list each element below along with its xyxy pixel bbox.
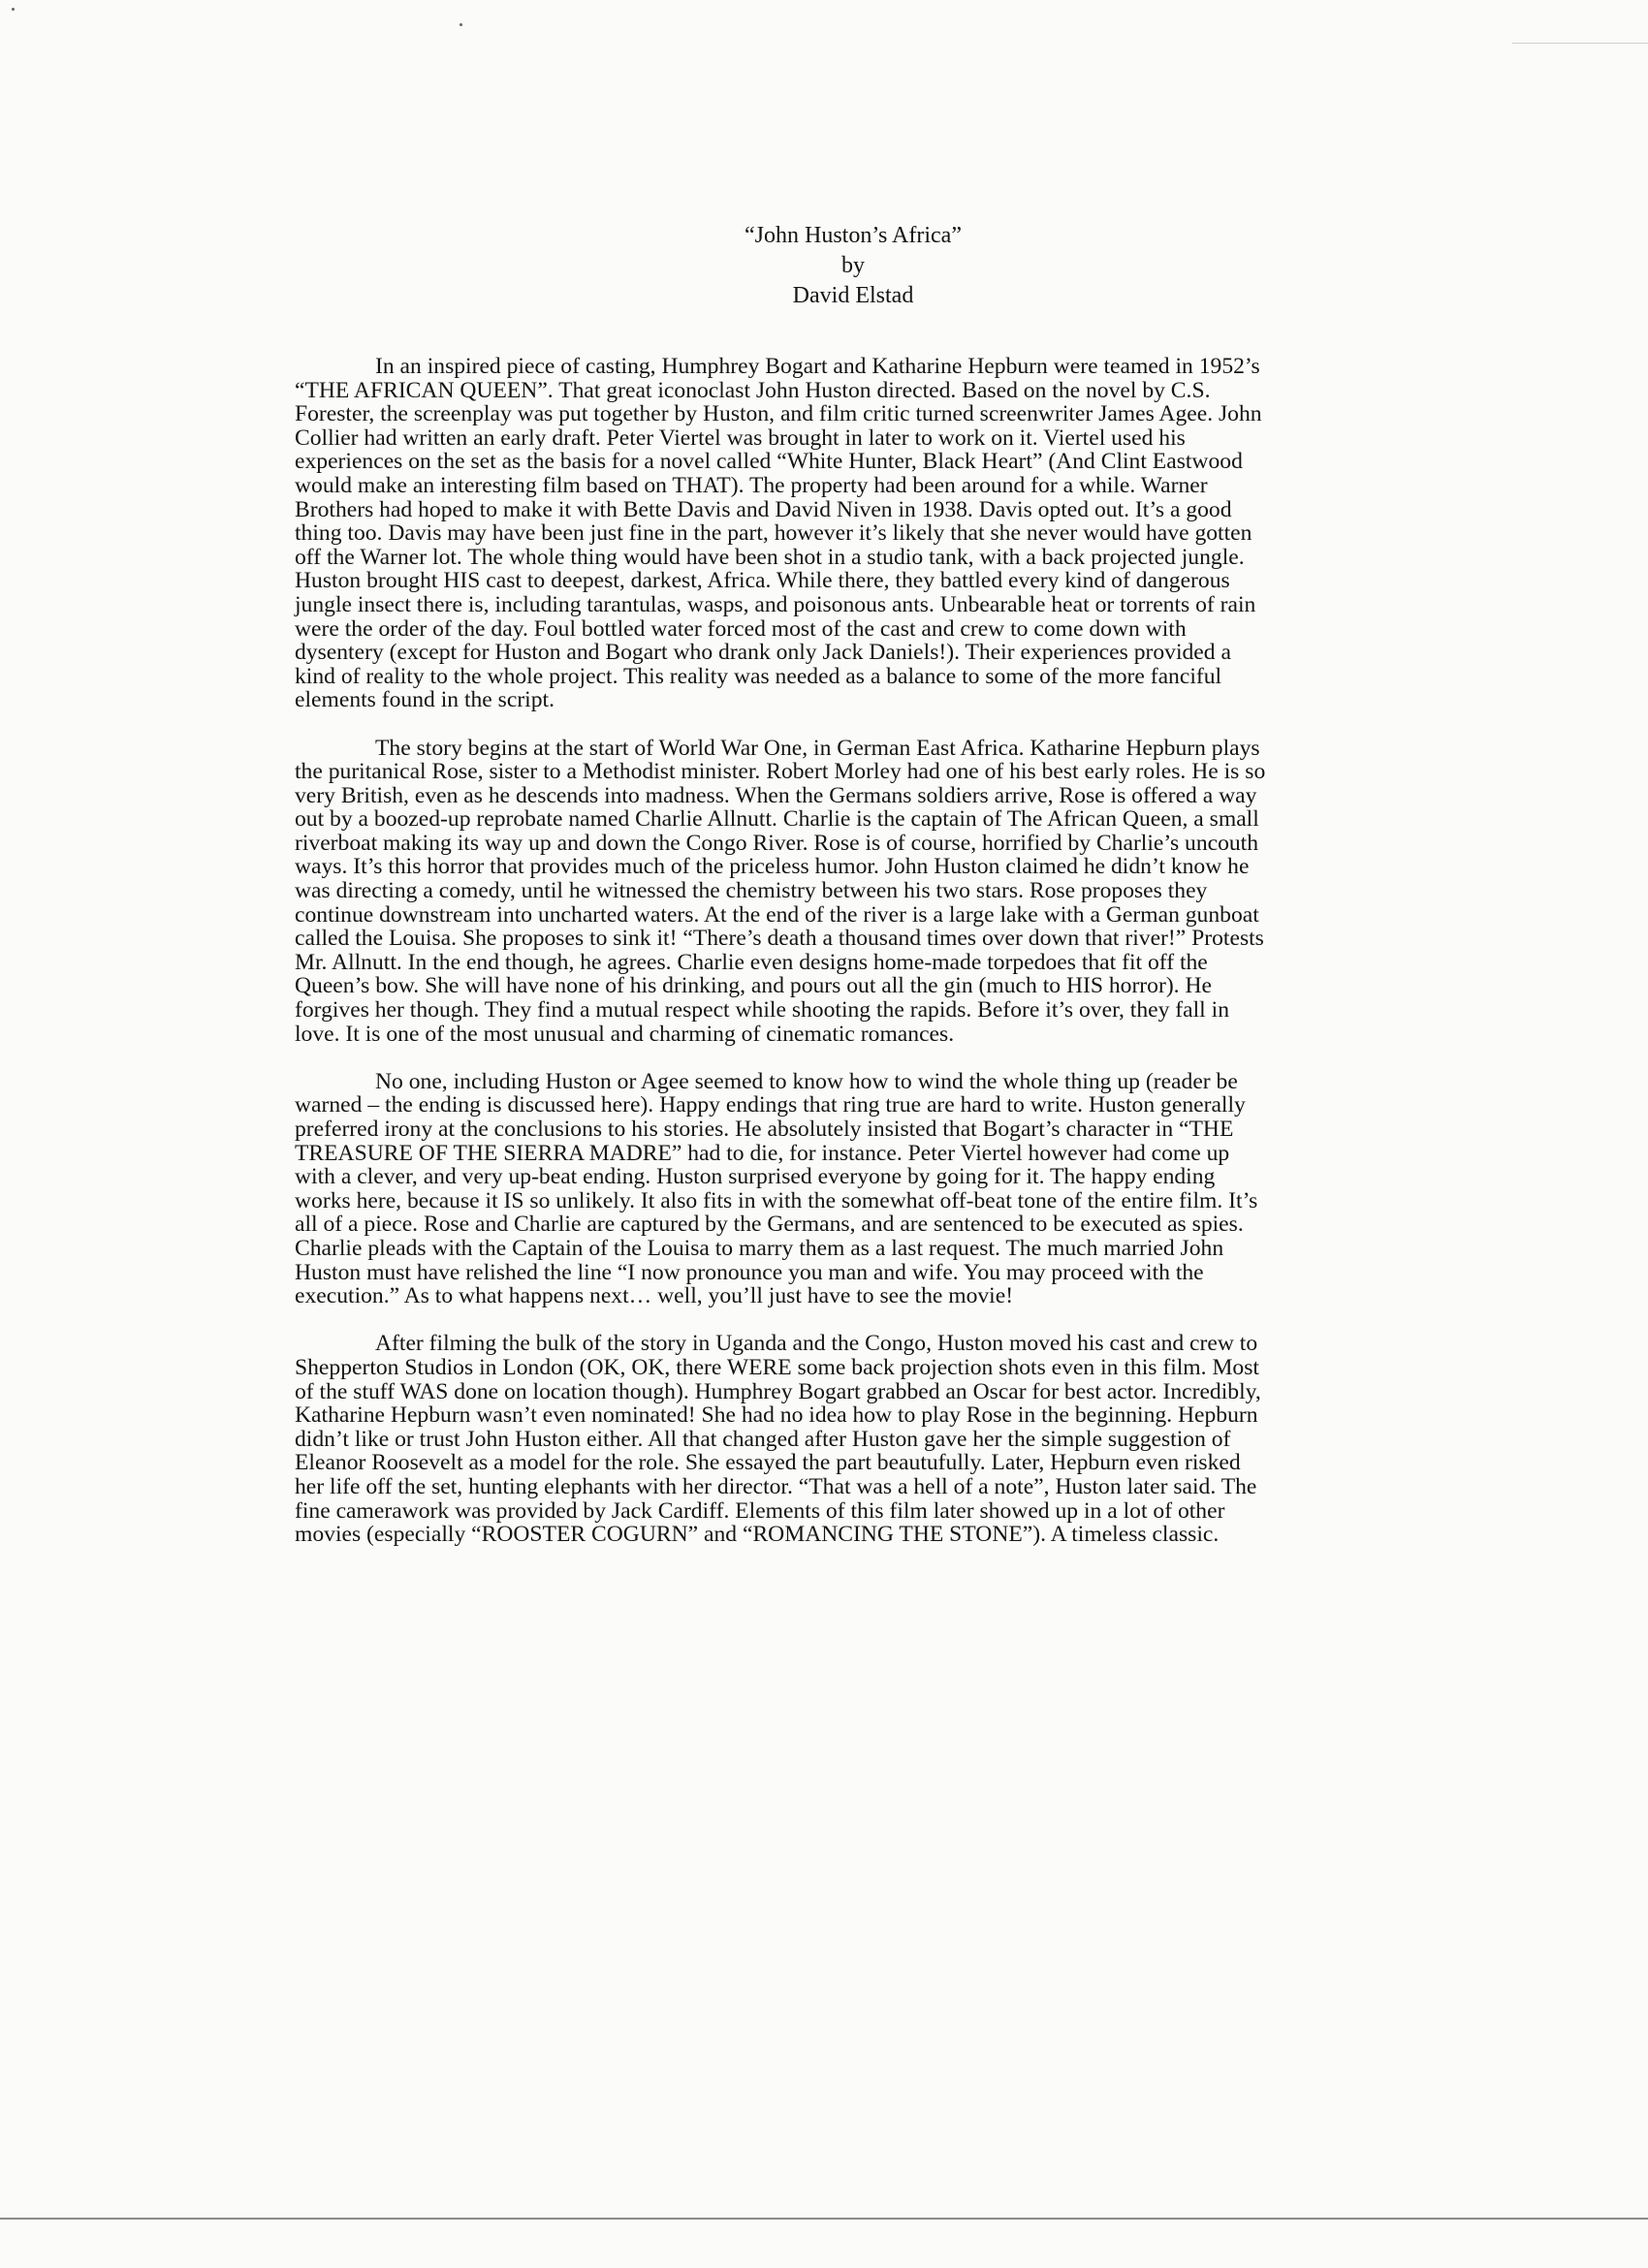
text-line: jungle insect there is, including tarantulas, wasps, and poisonous ants. Unbearable heat or torrents of rain (295, 591, 1256, 617)
text-line: execution.” As to what happens next… well, you’ll just have to see the movie! (295, 1283, 1014, 1309)
text-line: Mr. Allnutt. In the end though, he agrees. Charlie even designs home-made torpedoes that fit off the (295, 949, 1208, 975)
text-line: No one, including Huston or Agee seemed to know how to wind the whole thing up (reader be (375, 1068, 1238, 1094)
scan-bottom-edge (0, 2218, 1648, 2220)
text-line: The story begins at the start of World War One, in German East Africa. Katharine Hepburn plays (375, 735, 1260, 761)
text-line: TREASURE OF THE SIERRA MADRE” had to die, for instance. Peter Viertel however had come up (295, 1140, 1230, 1166)
text-line: kind of reality to the whole project. This reality was needed as a balance to some of the more fanciful (295, 663, 1222, 689)
text-line: with a clever, and very up-beat ending. Huston surprised everyone by going for it. The happy ending (295, 1164, 1216, 1190)
text-line: works here, because it IS so unlikely. It also fits in with the somewhat off-beat tone of the entire film. It’s (295, 1187, 1258, 1213)
text-line: of the stuff WAS done on location though). Humphrey Bogart grabbed an Oscar for best actor. Incredibly, (295, 1378, 1261, 1404)
article-title: “John Huston’s Africa” (745, 223, 962, 248)
text-line: Collier had written an early draft. Peter Viertel was brought in later to work on it. Viertel used his (295, 425, 1186, 451)
text-line: riverboat making its way up and down the Congo River. Rose is of course, horrified by Charlie’s uncouth (295, 830, 1259, 856)
text-line: Huston must have relished the line “I now pronounce you man and wife. You may proceed with the (295, 1259, 1204, 1285)
text-line: was directing a comedy, until he witnessed the chemistry between his two stars. Rose proposes they (295, 878, 1208, 904)
text-line: very British, even as he descends into madness. When the Germans soldiers arrive, Rose is offered a way (295, 782, 1257, 808)
text-line: the puritanical Rose, sister to a Methodist minister. Robert Morley had one of his best early roles. He is so (295, 759, 1266, 785)
text-line: out by a boozed-up reprobate named Charlie Allnutt. Charlie is the captain of The African Queen, a small (295, 806, 1259, 833)
text-line: preferred irony at the conclusions to his stories. He absolutely insisted that Bogart’s character in “THE (295, 1117, 1234, 1142)
text-line: off the Warner lot. The whole thing would have been shot in a studio tank, with a back projected jungle. (295, 544, 1245, 570)
article-body (295, 355, 1431, 1570)
scan-edge-mark (1512, 43, 1648, 44)
text-line: warned – the ending is discussed here). Happy endings that ring true are hard to write. Huston generally (295, 1092, 1246, 1118)
text-line: Shepperton Studios in London (OK, OK, there WERE some back projection shots even in this film. Most (295, 1354, 1259, 1380)
text-line: all of a piece. Rose and Charlie are captured by the Germans, and are sentenced to be executed as spies. (295, 1212, 1244, 1238)
text-line: didn’t like or trust John Huston either. All that changed after Huston gave her the simple suggestion of (295, 1426, 1231, 1452)
text-line: thing too. Davis may have been just fine in the part, however it’s likely that she never would have gotten (295, 520, 1252, 547)
text-line: love. It is one of the most unusual and charming of cinematic romances. (295, 1021, 955, 1047)
author-name: David Elstad (792, 283, 914, 308)
text-line: continue downstream into uncharted waters. At the end of the river is a large lake with a German gunboat (295, 901, 1259, 928)
text-line: Katharine Hepburn wasn’t even nominated! She had no idea how to play Rose in the beginning. Hepburn (295, 1402, 1258, 1429)
scan-speck (460, 23, 462, 26)
text-line: movies (especially “ROOSTER COGURN” and “ROMANCING THE STONE”). A timeless classic. (295, 1522, 1220, 1548)
text-line: Forester, the screenplay was put together by Huston, and film critic turned screenwriter James Agee. John (295, 401, 1262, 427)
text-line: After filming the bulk of the story in Uganda and the Congo, Huston moved his cast and crew to (375, 1331, 1258, 1357)
text-line: called the Louisa. She proposes to sink it! “There’s death a thousand times over down that river!” Protests (295, 926, 1264, 952)
text-line: were the order of the day. Foul bottled water forced most of the cast and crew to come down with (295, 615, 1187, 642)
paragraph (295, 1070, 1431, 1308)
scan-speck (12, 8, 15, 11)
text-line: Huston brought HIS cast to deepest, darkest, Africa. While there, they battled every kind of dangerous (295, 568, 1230, 594)
paragraph (295, 1332, 1431, 1546)
text-line: her life off the set, hunting elephants with her director. “That was a hell of a note”, Huston later said. The (295, 1473, 1257, 1499)
text-line: Brothers had hoped to make it with Bette Davis and David Niven in 1938. Davis opted out. It’s a good (295, 496, 1232, 522)
text-line: In an inspired piece of casting, Humphrey Bogart and Katharine Hepburn were teamed in 1952’s (375, 354, 1260, 379)
text-line: elements found in the script. (295, 687, 555, 713)
byline-by: by (841, 253, 865, 278)
text-line: Eleanor Roosevelt as a model for the role. She essayed the part beautufully. Later, Hepburn even risked (295, 1450, 1241, 1476)
text-line: forgives her though. They find a mutual respect while shooting the rapids. Before it’s over, they fall in (295, 997, 1229, 1024)
article-header (0, 221, 1648, 311)
text-line: “THE AFRICAN QUEEN”. That great iconoclast John Huston directed. Based on the novel by C.S. (295, 377, 1211, 403)
paragraph (295, 355, 1431, 712)
text-line: dysentery (except for Huston and Bogart who drank only Jack Daniels!). Their experiences provided a (295, 640, 1231, 666)
text-line: would make an interesting film based on THAT). The property had been around for a while. Warner (295, 472, 1208, 498)
text-line: fine camerawork was provided by Jack Cardiff. Elements of this film later showed up in a lot of other (295, 1497, 1225, 1524)
text-line: Charlie pleads with the Captain of the Louisa to marry them as a last request. The much married John (295, 1235, 1224, 1261)
text-line: Queen’s bow. She will have none of his drinking, and pours out all the gin (much to HIS horror). He (295, 973, 1212, 999)
text-line: experiences on the set as the basis for a novel called “White Hunter, Black Heart” (And Clint Eastwood (295, 449, 1243, 475)
paragraph (295, 737, 1431, 1047)
text-line: ways. It’s this horror that provides much of the priceless humor. John Huston claimed he didn’t know he (295, 854, 1250, 880)
